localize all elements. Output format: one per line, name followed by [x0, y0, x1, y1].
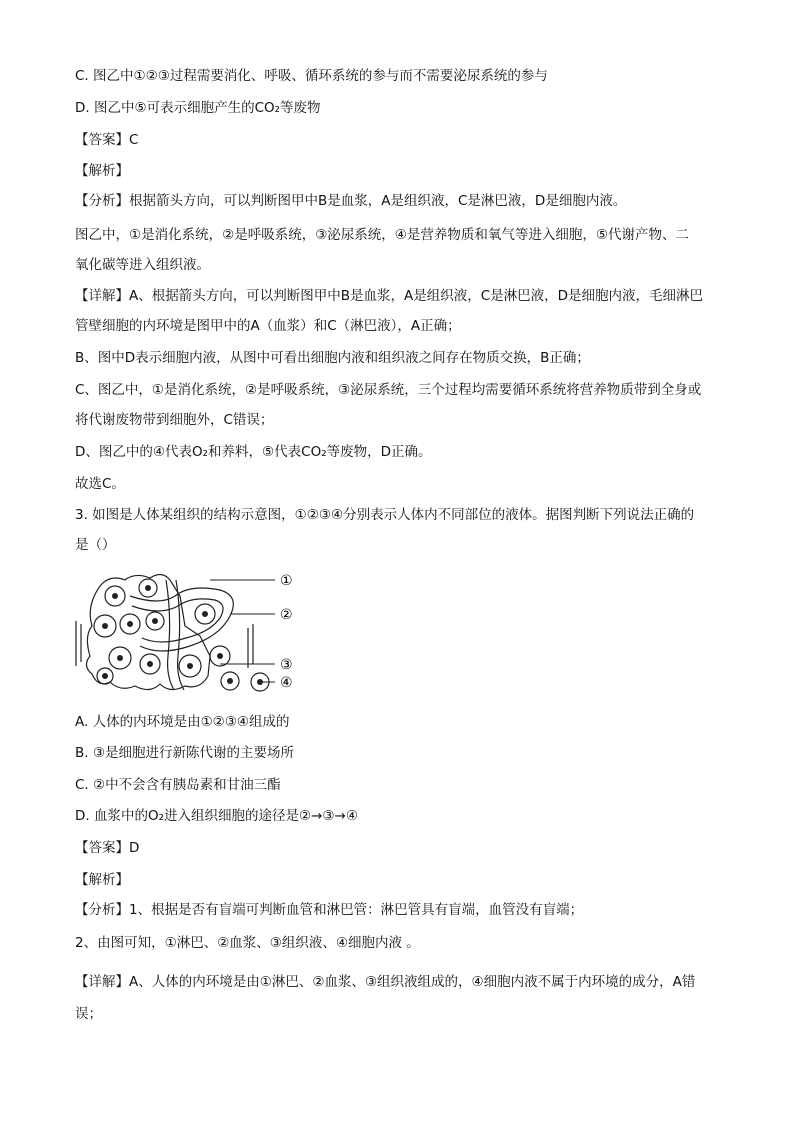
analysis-line: 【分析】根据箭头方向，可以判断图甲中B是血浆，A是组织液，C是淋巴液，D是细胞内液。	[75, 193, 627, 209]
analysis-line: 【分析】1、根据是否有盲端可判断血管和淋巴管：淋巴管具有盲端，血管没有盲端；	[75, 902, 584, 918]
tissue-structure-diagram	[70, 566, 300, 698]
detail-line: B、图中D表示细胞内液，从图中可看出细胞内液和组织液之间存在物质交换，B正确；	[75, 350, 590, 366]
label-2: ②	[280, 607, 293, 623]
analysis-line: 图乙中，①是消化系统，②是呼吸系统，③泌尿系统，④是营养物质和氧气等进入细胞，⑤代谢产物、二	[75, 227, 690, 243]
label-3: ③	[280, 657, 293, 673]
detail-line: 将代谢废物带到细胞外，C错误；	[75, 412, 274, 428]
answer-line: 【答案】C	[75, 132, 139, 148]
option-b-line: B. ③是细胞进行新陈代谢的主要场所	[75, 745, 294, 761]
conclusion-line: 故选C。	[75, 476, 125, 492]
analysis-line: 氧化碳等进入组织液。	[75, 257, 210, 273]
answer-line: 【答案】D	[75, 840, 140, 856]
detail-line: 【详解】A、根据箭头方向，可以判断图甲中B是血浆，A是组织液，C是淋巴液，D是细胞内液，毛细淋巴	[75, 288, 704, 304]
analysis-heading: 【解析】	[75, 163, 129, 179]
option-d-line: D. 图乙中⑤可表示细胞产生的CO₂等废物	[75, 100, 321, 116]
detail-line: D、图乙中的④代表O₂和养料，⑤代表CO₂等废物，D正确。	[75, 444, 432, 460]
question-3-stem: 3. 如图是人体某组织的结构示意图，①②③④分别表示人体内不同部位的液体。据图判断下列说法正确的	[75, 507, 695, 523]
question-3-stem: 是（）	[75, 537, 116, 553]
detail-line: 管壁细胞的内环境是图甲中的A（血浆）和C（淋巴液），A正确；	[75, 318, 461, 334]
analysis-heading: 【解析】	[75, 872, 129, 888]
option-c-line: C. ②中不会含有胰岛素和甘油三酯	[75, 777, 281, 793]
option-c-line: C. 图乙中①②③过程需要消化、呼吸、循环系统的参与而不需要泌尿系统的参与	[75, 68, 548, 84]
detail-line: C、图乙中，①是消化系统，②是呼吸系统，③泌尿系统，三个过程均需要循环系统将营养物质带到全身或	[75, 382, 702, 398]
analysis-line: 2、由图可知，①淋巴、②血浆、③组织液、④细胞内液 。	[75, 935, 420, 951]
detail-line: 【详解】A、人体的内环境是由①淋巴、②血浆、③组织液组成的，④细胞内液不属于内环境的成分，A错	[75, 974, 696, 990]
label-4: ④	[280, 675, 293, 691]
label-1: ①	[280, 573, 293, 589]
option-a-line: A. 人体的内环境是由①②③④组成的	[75, 714, 290, 730]
detail-line: 误；	[75, 1006, 102, 1022]
option-d-line: D. 血浆中的O₂进入组织细胞的途径是②→③→④	[75, 808, 358, 824]
